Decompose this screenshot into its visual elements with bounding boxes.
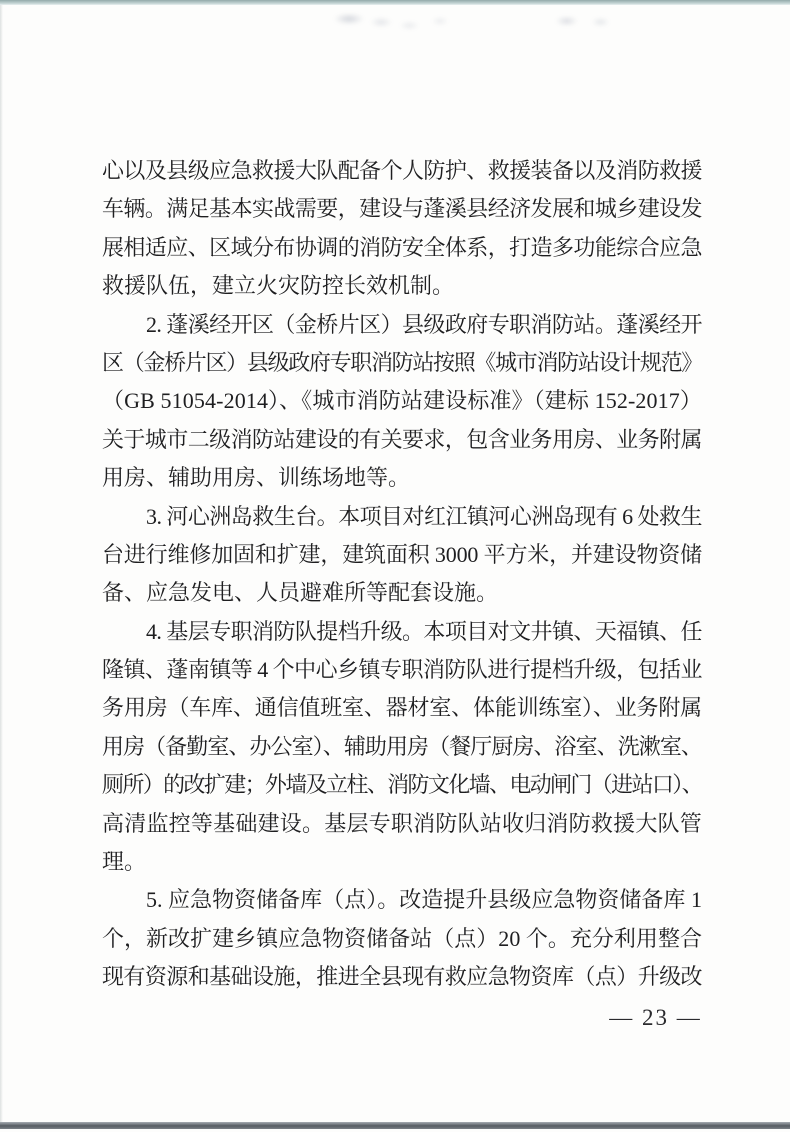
scan-edge-bottom bbox=[0, 1122, 790, 1129]
text-line: 个，新改扩建乡镇应急物资储备站（点）20 个。充分利用整合 bbox=[102, 925, 702, 951]
text-line: 4. 基层专职消防队提档升级。本项目对文井镇、天福镇、任 bbox=[146, 618, 702, 644]
scan-smudge-artifact bbox=[548, 11, 623, 31]
scan-smudge-artifact bbox=[328, 9, 468, 31]
text-line: 3. 河心洲岛救生台。本项目对红江镇河心洲岛现有 6 处救生 bbox=[146, 503, 702, 529]
text-line: 厕所）的改扩建；外墙及立柱、消防文化墙、电动闸门（进站口）、 bbox=[102, 772, 702, 798]
text-line: 区（金桥片区）县级政府专职消防站按照《城市消防站设计规范》 bbox=[102, 349, 702, 375]
scan-edge-top bbox=[0, 0, 790, 5]
text-line: 关于城市二级消防站建设的有关要求，包含业务用房、业务附属 bbox=[102, 426, 702, 452]
page-number: — 23 — bbox=[609, 1005, 702, 1030]
text-line: 展相适应、区域分布协调的消防安全体系，打造多功能综合应急 bbox=[102, 234, 702, 260]
text-line: 2. 蓬溪经开区（金桥片区）县级政府专职消防站。蓬溪经开 bbox=[146, 311, 702, 337]
text-line: 心以及县级应急救援大队配备个人防护、救援装备以及消防救援 bbox=[102, 158, 702, 183]
text-line: （GB 51054-2014）、《城市消防站建设标准》（建标 152-2017） bbox=[102, 388, 702, 414]
text-line: 理。 bbox=[102, 849, 147, 875]
text-line: 救援队伍，建立火灾防控长效机制。 bbox=[102, 273, 455, 299]
text-line: 隆镇、蓬南镇等 4 个中心乡镇专职消防队进行提档升级，包括业 bbox=[102, 657, 702, 683]
text-line: 高清监控等基础建设。基层专职消防队站收归消防救援大队管 bbox=[102, 810, 702, 836]
document-body bbox=[102, 152, 702, 997]
text-line: 5. 应急物资储备库（点）。改造提升县级应急物资储备库 1 bbox=[146, 887, 702, 913]
text-line: 用房（备勤室、办公室）、辅助用房（餐厅厨房、浴室、洗漱室、 bbox=[102, 733, 702, 759]
text-line: 用房、辅助用房、训练场地等。 bbox=[102, 465, 411, 491]
text-line: 台进行维修加固和扩建，建筑面积 3000 平方米，并建设物资储 bbox=[102, 541, 702, 567]
text-line: 备、应急发电、人员避难所等配套设施。 bbox=[102, 580, 499, 606]
text-line: 车辆。满足基本实战需要，建设与蓬溪县经济发展和城乡建设发 bbox=[102, 196, 702, 222]
text-line: 务用房（车库、通信值班室、器材室、体能训练室）、业务附属 bbox=[102, 695, 702, 721]
scan-edge-left bbox=[0, 5, 3, 1122]
text-line: 现有资源和基础设施，推进全县现有救应急物资库（点）升级改 bbox=[102, 964, 702, 990]
